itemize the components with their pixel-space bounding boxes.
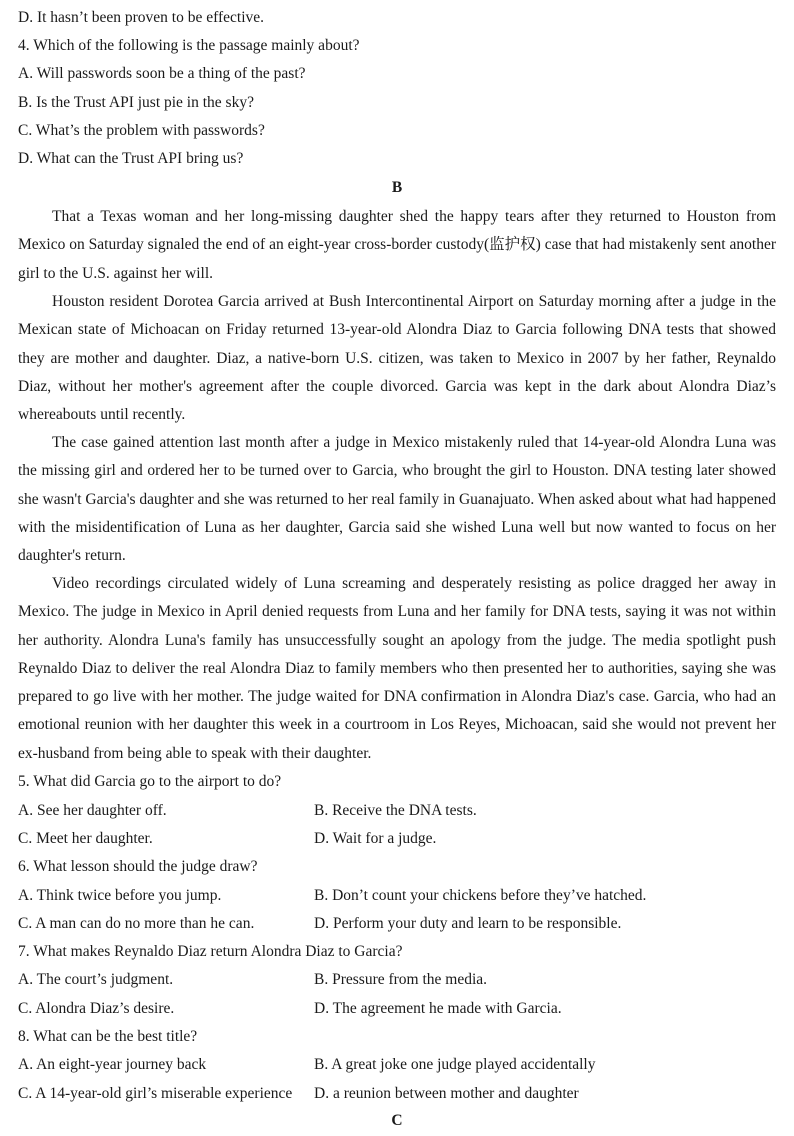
question-7-option-a: A. The court’s judgment.	[18, 971, 174, 988]
question-4-option-a: A. Will passwords soon be a thing of the past?	[18, 65, 306, 82]
question-8-option-c: C. A 14-year-old girl’s miserable experience	[18, 1085, 293, 1102]
question-7-option-b: B. Pressure from the media.	[314, 971, 488, 988]
question-7-option-c: C. Alondra Diaz’s desire.	[18, 1000, 175, 1017]
question-6-option-c: C. A man can do no more than he can.	[18, 915, 255, 932]
question-5-stem: 5. What did Garcia go to the airport to do?	[18, 773, 282, 790]
question-8-stem: 8. What can be the best title?	[18, 1028, 198, 1045]
question-6-option-a: A. Think twice before you jump.	[18, 887, 222, 904]
question-6-option-d: D. Perform your duty and learn to be responsible.	[314, 915, 622, 932]
question-5-option-c: C. Meet her daughter.	[18, 830, 153, 847]
question-4-option-d: D. What can the Trust API bring us?	[18, 150, 244, 167]
question-7-option-d: D. The agreement he made with Garcia.	[314, 1000, 562, 1017]
question-4-option-c: C. What’s the problem with passwords?	[18, 122, 265, 139]
question-8-option-b: B. A great joke one judge played accidentally	[314, 1056, 596, 1073]
passage-paragraph-2: Houston resident Dorotea Garcia arrived at Bush Intercontinental Airport on Saturday morning after a judge in the Mexican state of Michoacan on Friday returned 13-year-old Alondra Diaz to Garcia following DNA tests that showed they are mother and daughter. Diaz, a native-born U.S. citizen, was taken to Mexico in 2007 by her father, Reynaldo Diaz, without her mother's agreement after the couple divorced. Garcia was kept in the dark about Alondra Diaz’s whereabouts until recently.	[18, 293, 776, 424]
question-5-option-a: A. See her daughter off.	[18, 802, 167, 819]
question-8-option-a: A. An eight-year journey back	[18, 1056, 207, 1073]
question-7-stem: 7. What makes Reynaldo Diaz return Alondra Diaz to Garcia?	[18, 943, 403, 960]
section-b-heading: B	[391, 179, 403, 196]
section-c-heading: C	[391, 1112, 403, 1129]
passage-paragraph-4: Video recordings circulated widely of Luna screaming and desperately resisting as police dragged her away in Mexico. The judge in Mexico in April denied requests from Luna and her family for DNA tests, saying it was not within her authority. Alondra Luna's family has unsuccessfully sought an apology from the judge. The media spotlight push Reynaldo Diaz to deliver the real Alondra Diaz to family members who then presented her to authorities, saying she was prepared to go live with her mother. The judge waited for DNA confirmation in Alondra Diaz's case. Garcia, who had an emotional reunion with her daughter this week in a courtroom in Los Reyes, Michoacan, said she would not prevent her ex-husband from being able to speak with their daughter.	[18, 575, 776, 762]
question-4-option-b: B. Is the Trust API just pie in the sky?	[18, 94, 254, 111]
passage-paragraph-1: That a Texas woman and her long-missing daughter shed the happy tears after they returned to Houston from Mexico on Saturday signaled the end of an eight-year cross-border custody(监护权) case that had mistakenly sent another girl to the U.S. against her will.	[18, 208, 776, 282]
question-4-stem: 4. Which of the following is the passage mainly about?	[18, 37, 360, 54]
question-6-stem: 6. What lesson should the judge draw?	[18, 858, 258, 875]
prev-option-d: D. It hasn’t been proven to be effective.	[18, 9, 265, 26]
question-6-option-b: B. Don’t count your chickens before they’ve hatched.	[314, 887, 647, 904]
question-8-option-d: D. a reunion between mother and daughter	[314, 1085, 579, 1102]
question-5-option-b: B. Receive the DNA tests.	[314, 802, 477, 819]
passage-paragraph-3: The case gained attention last month after a judge in Mexico mistakenly ruled that 14-year-old Alondra Luna was the missing girl and ordered her to be turned over to Garcia, who brought the girl to Houston. DNA testing later showed she wasn't Garcia's daughter and she was returned to her real family in Guanajuato. When asked about what had happened with the misidentification of Luna as her daughter, Garcia said she wished Luna well but now wanted to focus on her daughter's return.	[18, 434, 776, 565]
question-5-option-d: D. Wait for a judge.	[314, 830, 437, 847]
